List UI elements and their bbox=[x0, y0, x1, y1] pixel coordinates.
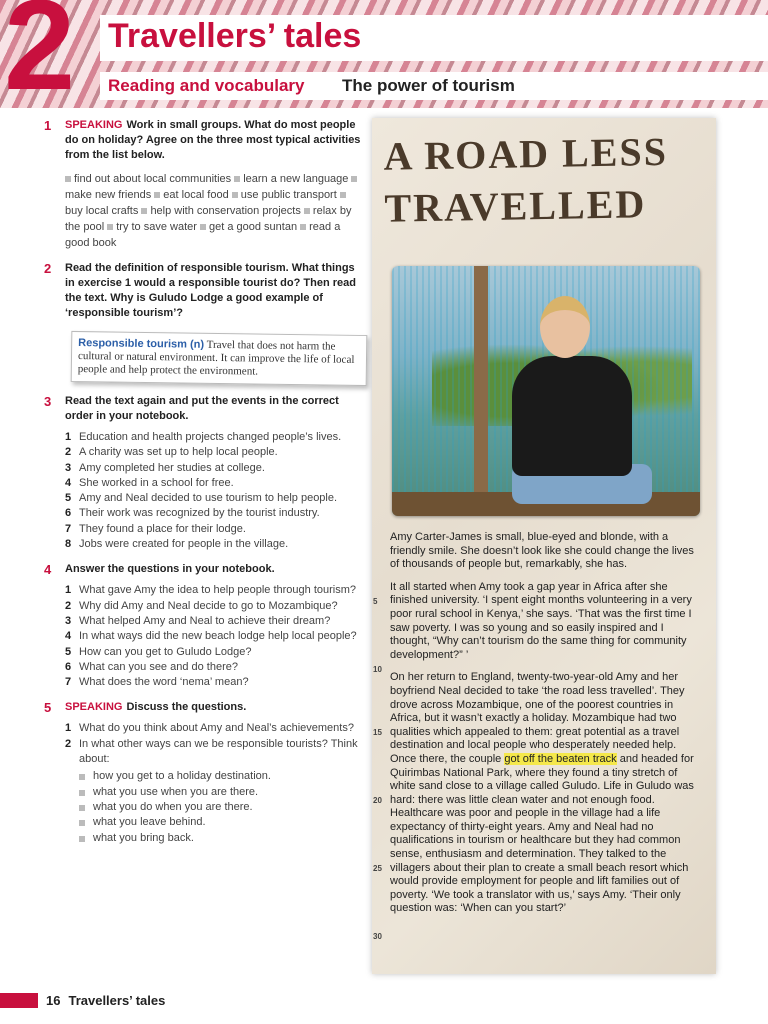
line-number: 30 bbox=[373, 932, 382, 942]
exercise-4 bbox=[44, 562, 364, 690]
section-label: Reading and vocabulary bbox=[108, 76, 305, 95]
list-item: 1 Education and health projects changed people’s lives. bbox=[65, 431, 342, 443]
list-item: 4 In what ways did the new beach lodge help local people? bbox=[65, 630, 357, 643]
speaking-keyword: SPEAKING bbox=[65, 119, 123, 131]
line-number: 5 bbox=[373, 596, 378, 606]
activity-item: find out about local communities bbox=[74, 173, 232, 185]
list-item: 1 What do you think about Amy and Neal’s achievements? bbox=[65, 722, 354, 735]
list-item: 7 They found a place for their lodge. bbox=[65, 522, 246, 535]
exercise-2 bbox=[44, 261, 364, 384]
header-banner bbox=[0, 0, 768, 108]
activity-item: learn a new language bbox=[243, 173, 349, 185]
unit-title: Travellers’ tales bbox=[108, 17, 362, 55]
event-list bbox=[65, 430, 364, 552]
article-intro: Amy Carter-James is small, blue-eyed and blonde, with a friendly smile. She doesn’t look like she could change the lives of thousands of people but, remarkably, she has. bbox=[390, 531, 694, 571]
list-item: 1 What gave Amy the idea to help people through tourism? bbox=[65, 584, 357, 597]
exercise-number: 4 bbox=[44, 562, 52, 578]
list-item: 2 Why did Amy and Neal decide to go to Mozambique? bbox=[65, 599, 338, 612]
think-about-list bbox=[79, 769, 364, 845]
list-item: 8 Jobs were created for people in the village. bbox=[65, 538, 289, 551]
line-number: 20 bbox=[373, 796, 382, 806]
list-item: 6 What can you see and do there? bbox=[65, 660, 238, 673]
line-number: 15 bbox=[373, 728, 382, 738]
activity-item: get a good suntan bbox=[208, 221, 298, 233]
activity-item: read a good book bbox=[65, 221, 341, 249]
exercise-3 bbox=[44, 394, 364, 552]
exercise-instruction: Answer the questions in your notebook. bbox=[65, 563, 275, 576]
list-item: what you bring back. bbox=[79, 831, 364, 846]
article-paragraph: 5 10 It all started when Amy took a gap year in Africa after she finished university. ‘I spent eight months volunteering in a very poor rural school in Kenya,’ she says. ‘That was the first time I saw poverty. I was so young and so easily inspired and I thought, “Why can’t tourism do the same thing for community development?” ’ bbox=[390, 581, 700, 663]
speaking-keyword: SPEAKING bbox=[65, 701, 123, 714]
exercise-instruction: Read the text again and put the events in the correct order in your notebook. bbox=[65, 395, 339, 422]
activity-item: help with conservation projects bbox=[150, 205, 301, 217]
exercise-instruction: SPEAKING Work in small groups. What do most people do on holiday? Agree on the three most typical activities from the list below. bbox=[65, 119, 361, 161]
list-item: 3 Amy completed her studies at college. bbox=[65, 461, 265, 474]
unit-number: 2 bbox=[4, 0, 72, 108]
article-paragraph: 15 20 25 30 On her return to England, twenty-two-year-old Amy and her boyfriend Neal decided to take ‘the road less travelled’. They drove across Mozambique, one of the poorest countries in Africa, but it wasn’t exactly a holiday. Mozambique had two qualities which appealed to them: great potential as a travel destination and local people who desperately needed help. Once there, the couple got off the beaten track and headed for Quirimbas National Park, where they found a tiny stretch of white sand close to a village called Guludo. Life in Guludo was hard: there was little clean water and not enough food. Healthcare was poor and people in the village had a life expectancy of thirty-eight years. Amy and Neal had no qualifications in tourism or healthcare but they had common sense, enthusiasm and determination. They talked to the villagers about their plan to create a small beach resort which would provide employment for people and lift families out of poverty. ‘We took a translator with us,’ says Amy. ‘Their only question was: ‘When can you start?’ bbox=[390, 671, 700, 916]
activity-item: eat local food bbox=[163, 189, 229, 201]
activity-list bbox=[65, 171, 364, 251]
line-number: 10 bbox=[373, 664, 382, 674]
exercise-number: 5 bbox=[44, 700, 52, 716]
line-number: 25 bbox=[373, 864, 382, 874]
list-item: what you leave behind. bbox=[79, 815, 364, 830]
exercise-5 bbox=[44, 700, 364, 845]
page-number: 16 bbox=[46, 993, 61, 1008]
activity-item: use public transport bbox=[240, 189, 337, 201]
activity-item: make new friends bbox=[65, 189, 152, 201]
section-topic: The power of tourism bbox=[342, 76, 515, 95]
exercise-instruction: Read the definition of responsible tourism. What things in exercise 1 would a responsible tourist do? Then read the text. Why is Guludo Lodge a good example of ‘responsible tourism’? bbox=[65, 262, 356, 319]
definition-text: Travel that does not harm the cultural or natural environment. It can improve the life of local people and help protect the environment. bbox=[77, 338, 355, 378]
article-body bbox=[373, 531, 700, 942]
question-list bbox=[65, 583, 364, 690]
exercise-1 bbox=[44, 118, 364, 251]
activity-item: relax by the pool bbox=[65, 205, 352, 233]
list-item: what you use when you are there. bbox=[79, 785, 364, 800]
list-item: 5 Amy and Neal decided to use tourism to help people. bbox=[65, 492, 338, 505]
exercise-instruction: SPEAKING Discuss the questions. bbox=[65, 701, 247, 714]
list-item: 5 How can you get to Guludo Lodge? bbox=[65, 645, 252, 658]
activity-item: try to save water bbox=[116, 221, 197, 233]
article-title: A ROAD LESS TRAVELLED bbox=[383, 128, 669, 231]
exercise-number: 3 bbox=[44, 394, 52, 409]
list-item: how you get to a holiday destination. bbox=[79, 769, 364, 784]
highlighted-phrase: got off the beaten track bbox=[504, 752, 617, 765]
article-photo bbox=[392, 266, 700, 516]
list-item: 4 She worked in a school for free. bbox=[65, 476, 234, 489]
footer-label: Travellers’ tales bbox=[68, 993, 166, 1008]
list-item: 7 What does the word ‘nema’ mean? bbox=[65, 676, 249, 689]
list-item: 2 A charity was set up to help local people. bbox=[65, 446, 278, 459]
definition-box bbox=[71, 331, 368, 386]
footer-accent-bar bbox=[0, 993, 38, 1008]
exercise-number: 2 bbox=[44, 261, 52, 276]
list-item: 3 What helped Amy and Neal to achieve their dream? bbox=[65, 614, 331, 627]
list-item: 2 In what other ways can we be responsible tourists? Think about: bbox=[65, 737, 358, 766]
list-item: 6 Their work was recognized by the tourist industry. bbox=[65, 507, 320, 520]
discussion-list bbox=[65, 721, 364, 767]
activity-item: buy local crafts bbox=[65, 205, 139, 217]
exercises-column bbox=[44, 118, 364, 856]
list-item: what you do when you are there. bbox=[79, 800, 364, 815]
definition-term: Responsible tourism (n) bbox=[78, 337, 205, 351]
page-footer bbox=[46, 992, 165, 1009]
exercise-number: 1 bbox=[44, 118, 52, 133]
